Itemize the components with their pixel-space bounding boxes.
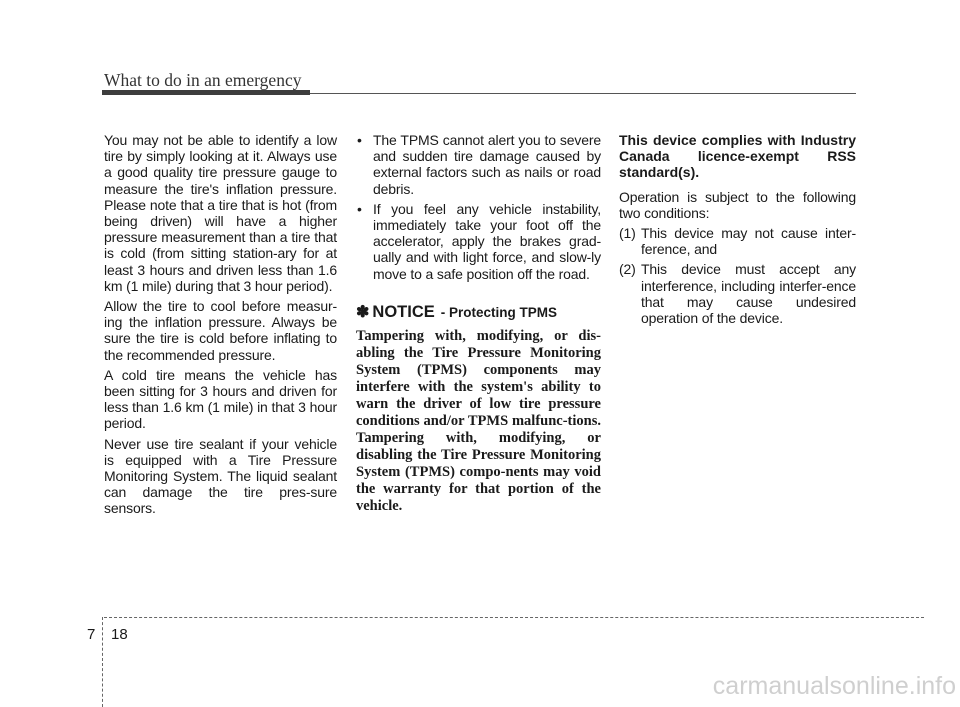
header-rule-thick [102, 90, 310, 95]
bullet-text: If you feel any vehicle instability, immediately take your foot off the accelerator, apply the brakes grad-ually and with light force, and slow-ly move to a safe position off the road. [373, 200, 601, 282]
column-left [104, 132, 337, 521]
paragraph-identify-low-tire: You may not be able to identify a low tire by simply looking at it. Always use a good quality tire pressure gauge to measure the tire's inflation pressure. Please note that a tire that is hot (from being driven) will have a higher pressure measurement than a tire that is cold (from sitting station-ary for at least 3 hours and driven less than 1.6 km (1 mile) during that 3 hour period). [104, 132, 337, 294]
bullet-text: The TPMS cannot alert you to severe and sudden tire damage caused by external factors such as nails or road debris. [373, 132, 601, 197]
conditions-list [619, 225, 856, 326]
notice-body: Tampering with, modifying, or dis-abling the Tire Pressure Monitoring System (TPMS) components may interfere with the system's ability to warn the driver of low tire pressure conditions and/or TPMS malfunc-tions. Tampering with, modifying, or disabling the Tire Pressure Monitoring System (TPMS) compo-nents may void the warranty for that portion of the vehicle. [356, 327, 601, 514]
footer-divider [102, 617, 103, 707]
column-right [619, 132, 856, 330]
notice-heading [356, 302, 601, 322]
paragraph-cold-tire-definition: A cold tire means the vehicle has been sitting for 3 hours and driven for less than 1.6 km (1 mile) in that 3 hour period. [104, 366, 337, 432]
page-header-title: What to do in an emergency [104, 70, 302, 90]
condition-item [619, 261, 856, 326]
condition-text: This device must accept any interference, including interfer-ence that may cause undesired operation of the device. [641, 261, 856, 327]
condition-text: This device may not cause inter-ference, and [641, 225, 856, 258]
header-rule-thin [310, 93, 856, 94]
condition-number: (2) [619, 261, 636, 278]
bullet-list [356, 132, 601, 282]
notice-label: NOTICE [372, 302, 435, 321]
bullet-dot-icon: • [357, 200, 362, 217]
paragraph-cool-tire: Allow the tire to cool before measur-ing the inflation pressure. Always be sure the tire is cold before inflating to the recommended pressure. [104, 298, 337, 363]
notice-star-icon: ✽ [356, 303, 370, 321]
condition-item [619, 225, 856, 257]
bullet-item [356, 132, 601, 197]
conditions-intro: Operation is subject to the following two conditions: [619, 188, 856, 221]
compliance-statement: This device complies with Industry Canada licence-exempt RSS standard(s). [619, 132, 856, 181]
watermark: carmanualsonline.info [712, 672, 956, 700]
paragraph-tire-sealant-warning: Never use tire sealant if your vehicle is equipped with a Tire Pressure Monitoring System. The liquid sealant can damage the tire pres-sure sensors. [104, 435, 337, 517]
condition-number: (1) [619, 225, 636, 242]
chapter-number: 7 [87, 626, 96, 643]
column-middle [356, 132, 601, 515]
bullet-dot-icon: • [357, 132, 362, 148]
bullet-item [356, 201, 601, 282]
notice-subtitle: - Protecting TPMS [440, 304, 558, 320]
page-number: 18 [111, 626, 128, 643]
footer-rule [104, 617, 924, 618]
